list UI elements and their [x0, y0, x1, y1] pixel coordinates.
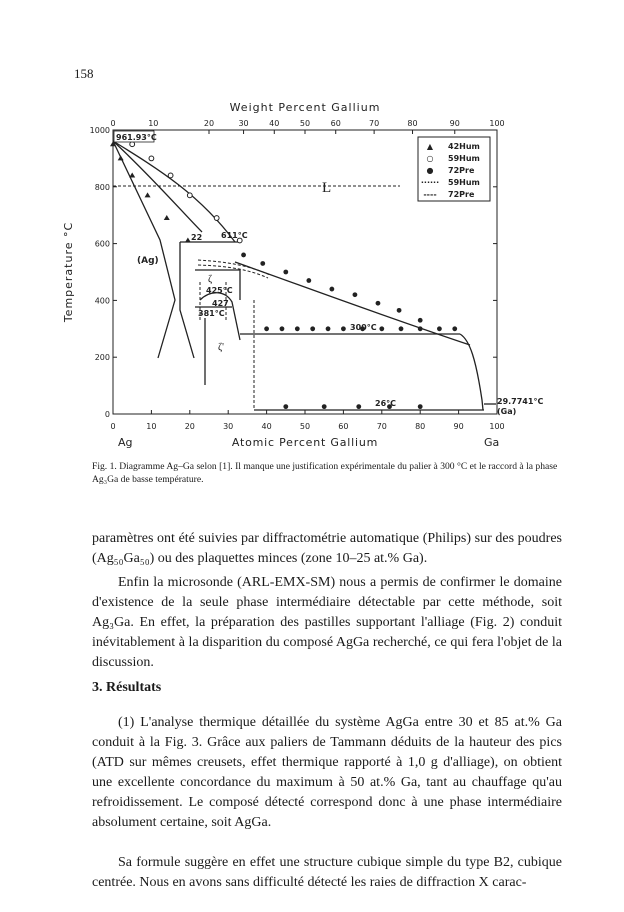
y-axis-label: Temperature °C [62, 221, 75, 323]
data-point-dot [418, 326, 423, 331]
x-tick-label: 70 [376, 422, 387, 431]
data-point-dot [353, 292, 358, 297]
annotation-425: 425°C [206, 286, 233, 295]
y-tick-label: 600 [94, 239, 110, 249]
data-point-dot [397, 308, 402, 313]
y-tick-label: 800 [94, 182, 110, 192]
annotation-zeta-prime: ζ' [218, 342, 224, 353]
annotation-ag-melting: 961.93°C [116, 133, 157, 142]
annotation-zeta: ζ [208, 274, 213, 285]
paragraph-3 [92, 713, 562, 833]
annotation-liquid: L [322, 180, 332, 196]
top-tick-label: 90 [449, 119, 460, 128]
annotation-26: 26°C [375, 399, 397, 408]
ga-boundary [460, 334, 483, 410]
data-point-dot [376, 301, 381, 306]
data-point-dot [310, 326, 315, 331]
data-point-circle [149, 156, 154, 161]
page-number: 158 [74, 66, 94, 81]
x-tick-label: 10 [146, 422, 157, 431]
phase-boundaries-dashed [113, 186, 400, 410]
paragraph-2-text: Enfin la microsonde (ARL-EMX-SM) nous a permis de confirmer le domaine d'existence de la seule phase intermédiaire détectable par cette méthode, soit Ag₃Ga. En effet, la préparation des pastilles supportant l'alliage (Fig. 2) conduit inévitablement à la disparition du composé AgGa recherché, ce qui fera l'objet de la discussion. [92, 575, 562, 670]
x-tick-label: 40 [261, 422, 272, 431]
legend-label: 72Pre [448, 166, 475, 175]
annotation-381: 381°C [198, 309, 225, 318]
top-tick-label: 10 [148, 119, 159, 128]
annotation-22: 22 [191, 233, 203, 242]
top-tick-label: 100 [489, 119, 505, 128]
data-point-circle [130, 142, 135, 147]
top-tick-label: 40 [269, 119, 280, 128]
data-point-dot [295, 326, 300, 331]
data-point-dot [322, 404, 327, 409]
data-point-dot [241, 253, 246, 258]
data-point-dot [306, 278, 311, 283]
legend-symbol: ● [426, 166, 434, 175]
data-point-dot [264, 326, 269, 331]
paragraph-1: paramètres ont été suivies par diffractométrie automatique (Philips) sur des poudres (Ag₅₀Ga₅₀) ou des plaquettes minces (zone 10–25 at.% Ga). [92, 531, 562, 566]
data-point-dot [341, 326, 346, 331]
top-tick-label: 0 [110, 119, 116, 128]
zeta-boundary [195, 270, 240, 300]
data-point-triangle [164, 215, 170, 220]
data-point-dot [283, 404, 288, 409]
legend [418, 137, 490, 201]
data-point-dot [399, 326, 404, 331]
data-point-dot [418, 318, 423, 323]
annotation-300: 300°C [350, 323, 377, 332]
data-point-triangle [118, 155, 124, 160]
data-point-dot [452, 326, 457, 331]
x-tick-label: 60 [338, 422, 349, 431]
top-tick-label: 70 [369, 119, 380, 128]
annotation-peritectic-611: 611°C [221, 231, 248, 240]
data-point-dot [283, 270, 288, 275]
x-tick-label: 80 [415, 422, 426, 431]
data-point-triangle [129, 172, 135, 177]
top-tick-label: 60 [330, 119, 341, 128]
dashed-liquidus [198, 260, 270, 275]
top-tick-label: 20 [203, 119, 215, 128]
legend-label: 42Hum [448, 142, 480, 151]
solidus-curve [113, 141, 175, 358]
data-point-dot [260, 261, 265, 266]
x-tick-label: 90 [453, 422, 464, 431]
paragraph-4-text: Sa formule suggère en effet une structure cubique simple du type B2, cubique centrée. Nous en avons sans difficulté détecté les raies de diffraction X carac- [92, 855, 562, 890]
ag-solvus [180, 242, 194, 358]
y-tick-label: 1000 [89, 126, 110, 135]
legend-symbol: ---- [423, 190, 437, 199]
x-tick-label: 0 [110, 422, 116, 431]
data-point-dot [326, 326, 331, 331]
y-tick-label: 200 [94, 353, 110, 363]
data-markers [110, 141, 457, 409]
paragraph-4 [92, 853, 562, 893]
paragraph-2 [92, 573, 562, 673]
legend-label: 59Hum [448, 154, 480, 163]
data-point-triangle [185, 237, 191, 242]
legend-symbol: ······ [420, 178, 440, 187]
liquidus-curve-upper [113, 141, 235, 242]
data-point-dot [379, 326, 384, 331]
annotation-ga-eutectic: 29.7741°C [497, 397, 544, 406]
annotation-ga-phase: (Ga) [497, 407, 517, 416]
figure-caption: Fig. 1. Diagramme Ag–Ga selon [1]. Il manque une justification expérimentale du palier à 300 °C et le raccord à la phase Ag₃Ga de basse température. [92, 461, 558, 485]
top-tick-label: 50 [299, 119, 311, 128]
legend-symbol: ▲ [426, 142, 434, 151]
y-tick-label: 400 [94, 296, 110, 306]
annotation-ag-phase: (Ag) [137, 256, 159, 266]
annotation-427: 427 [212, 299, 229, 308]
x-axis-left-label: Ag [118, 436, 133, 449]
top-tick-label: 30 [238, 119, 249, 128]
top-tick-label: 80 [407, 119, 418, 128]
data-point-dot [356, 404, 361, 409]
data-point-dot [418, 404, 423, 409]
x-tick-label: 50 [299, 422, 311, 431]
x-axis-ticks [110, 410, 504, 431]
legend-label: 59Hum [448, 178, 480, 187]
y-tick-label: 0 [104, 410, 110, 419]
legend-label: 72Pre [448, 190, 475, 199]
section-heading: 3. Résultats [92, 680, 162, 695]
legend-symbol: ○ [426, 154, 434, 163]
data-point-circle [168, 173, 173, 178]
x-tick-label: 20 [184, 422, 195, 431]
data-point-dot [329, 287, 334, 292]
x-tick-label: 30 [223, 422, 234, 431]
data-point-circle [214, 216, 219, 221]
paragraph-3-text: (1) L'analyse thermique détaillée du système AgGa entre 30 et 85 at.% Ga conduit à la Fig. 3. Grâce aux paliers de Tammann déduits de la hauteur des pics (ATD sur mêmes creusets, effet thermique rapporté à 1,0 g d'alliage), on obtient une excellente concordance du maximum à 50 at.% Ga, tant au chauffage qu'au refroidissement. Le composé détecté correspond donc à une phase intermédiaire absolument certaine, soit AgGa. [92, 715, 562, 830]
top-axis-title: Weight Percent Gallium [229, 101, 381, 114]
data-point-circle [187, 193, 192, 198]
data-point-dot [280, 326, 285, 331]
data-point-triangle [145, 192, 151, 197]
top-axis-ticks [110, 119, 504, 134]
liquidus-curve-right [235, 262, 470, 345]
x-axis-label: Atomic Percent Gallium [231, 436, 379, 449]
x-axis-right-label: Ga [484, 436, 500, 449]
x-tick-label: 100 [489, 422, 505, 431]
data-point-dot [437, 326, 442, 331]
